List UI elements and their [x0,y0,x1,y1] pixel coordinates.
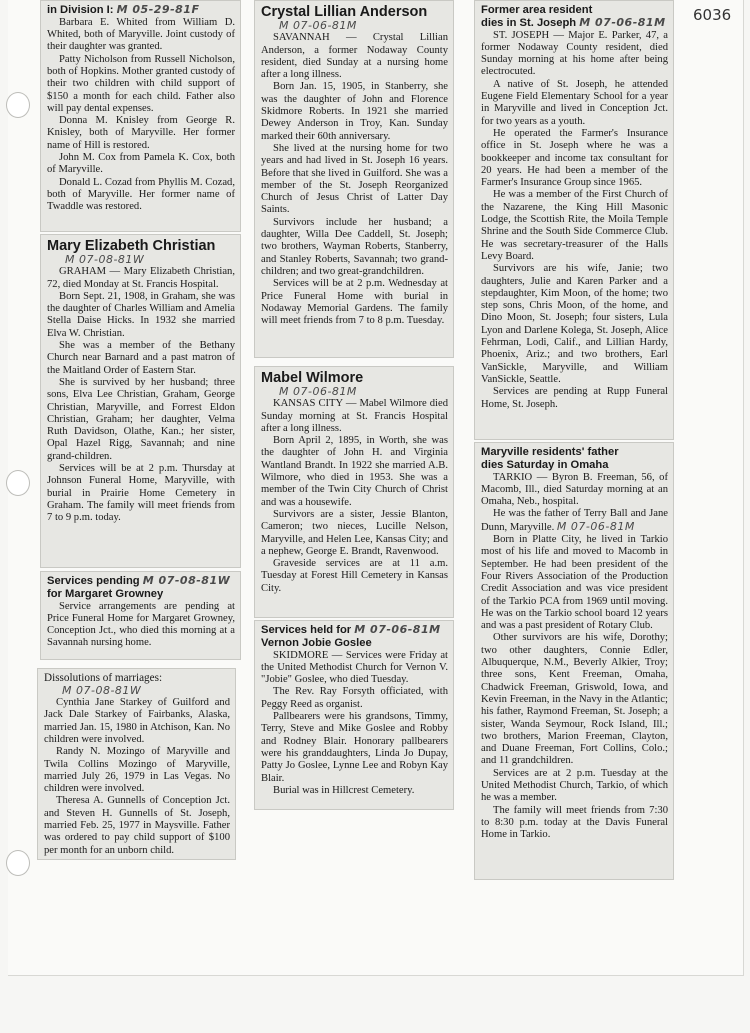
clipping-vernon-goslee [254,620,454,810]
obituary-title-line2: dies Saturday in Omaha [481,458,609,471]
obituary-title: Former area resident [481,4,593,16]
clipping-mabel-wilmore [254,366,454,618]
obituary-title: Crystal Lillian Anderson [261,4,428,20]
clipping-mary-christian [40,234,241,568]
paragraph: She is survived by her husband; three sons, Elva Lee Christian, Graham, George Christian, Maryville, and Forrest Eldon Christian, Graham; her daughter, Velma Ruth Davidson, Olathe, Kan.; her sister, Opal Hazel Rigg, Savannah; and nine grand-children. [47,376,235,462]
paragraph: Service arrangements are pending at Price Funeral Home for Margaret Growney, Conception Jct., who died this morning at a Savannah nursing home. [47,600,235,649]
handwritten-date: M 07-06-81M [556,519,635,533]
obituary-title-line2: for Margaret Growney [47,587,164,600]
paragraph: Donna M. Knisley from George R. Knisley, both of Maryville. Her former name of Hill is restored. [47,115,235,151]
paragraph: Born Sept. 21, 1908, in Graham, she was the daughter of Charles William and Amelia Stella Daise Hicks. In 1932 she married Elva W. Christian. [47,290,235,339]
obituary-title: Services held for M 07-06-81M [261,623,441,636]
paragraph: Services will be at 2 p.m. Wednesday at Price Funeral Home with burial in Nodaway Memorial Gardens. The family will meet friends from 7 to 8 p.m. Tuesday. [261,278,448,327]
clipping-major-parker [474,0,674,440]
paragraph: He operated the Farmer's Insurance office in St. Joseph where he was a bookkeeper and income tax consultant for 20 years. He had been a member of the Farmer's Insurance Group since 1965. [481,127,668,189]
handwritten-date: M 05-29-81F [116,3,200,16]
binder-hole-bottom [6,850,30,876]
obituary-title-line2: dies in St. Joseph M 07-06-81M [481,15,666,29]
paragraph: She was a member of the Bethany Church near Barnard and a past matron of the Maitland Order of Eastern Star. [47,340,235,376]
paragraph: Barbara E. Whited from William D. Whited, both of Maryville. Joint custody of their daughter was granted. [47,16,235,53]
clipping-dissolutions [37,668,236,860]
binder-hole-middle [6,470,30,496]
handwritten-date: M 07-08-81W [65,253,145,266]
handwritten-date: M 07-06-81M [279,19,357,32]
clipping-header: in Division I: M 05-29-81F [47,3,200,16]
paragraph: Services are pending at Rupp Funeral Home, St. Joseph. [481,386,668,410]
paragraph: GRAHAM — Mary Elizabeth Christian, 72, died Monday at St. Francis Hospital. [47,266,235,290]
paragraph: Pallbearers were his grandsons, Timmy, Terry, Steve and Mike Goslee and Robby and Rodney Blair. Honorary pallbearers were his granddaughters, Linda Jo Dupay, Patty Jo Goslee, Lynne Lee and Robyn Kay Blair. [261,711,448,784]
handwritten-date: M 07-06-81M [579,15,666,29]
paragraph: SAVANNAH — Crystal Lillian Anderson, a former Nodaway County resident, died Sunday at a nursing home after a long illness. [261,32,448,81]
paragraph: Services will be at 2 p.m. Thursday at Johnson Funeral Home, Maryville, with burial in Prairie Home Cemetery in Graham. The family will meet friends from 7 to 9 p.m. today. [47,463,235,524]
obituary-title: Services pending M 07-08-81W [47,574,231,587]
paragraph: Survivors include her husband; a daughter, Willa Dee Caddell, St. Joseph; two brothers, Wayman Roberts, Stanberry, and Stanley Roberts, Savannah; two grand-children; and two great-grandchildren. [261,216,448,277]
obituary-title: Maryville residents' father [481,446,619,458]
paragraph: Survivors are his wife, Janie; two daughters, Julie and Karen Parker and a stepdaughter, Kim Moon, of the home; two step sons, Chris Moon, of the home, and Dino Moon, St. Joseph; four sisters, Lula Lyon and Darlene Kolega, St. Joseph, Alice Fehrman, Lodi, Calif., and Lillian Hardy, Phoenix, Ariz.; and two brothers, Earl VanSickle, Maryville, and William VanSickle, Seattle. [481,263,668,385]
paragraph: Randy N. Mozingo of Maryville and Twila Collins Mozingo of Maryville, married July 26, 1979 in Las Vegas. No children were involved. [44,746,230,795]
paragraph: He was a member of the First Church of the Nazarene, the King Hill Masonic Lodge, the Scottish Rite, the Moila Temple Shrine and the South Side Commerce Club. He was secretary-treasurer of the Halls Levy Board. [481,189,668,262]
clipping-divorces [40,0,241,232]
paragraph: John M. Cox from Pamela K. Cox, both of Maryville. [47,152,235,176]
page-reference-number: 6036 [693,6,732,24]
handwritten-date: M 07-06-81M [354,623,441,636]
paragraph: Graveside services are at 11 a.m. Tuesday at Forest Hill Cemetery in Kansas City. [261,558,448,594]
clipping-crystal-anderson [254,0,454,358]
paragraph: She lived at the nursing home for two years and had lived in St. Joseph 16 years. Before that she lived in Guilford. She was a member of the St. Joseph Reorganized Church of Jesus Christ of Latter Day Saints. [261,142,448,216]
paragraph: Born Jan. 15, 1905, in Stanberry, she was the daughter of John and Florence Skidmore Roberts. In 1921 she married Dewey Anderson in Troy, Kan. Sunday marked their 60th anniversary. [261,81,448,142]
paragraph: Survivors are a sister, Jessie Blanton, Cameron; two nieces, Lucille Nelson, Maryville, and Helen Lee, Kansas City; and a nephew, George E. Brandt, Ravenwood. [261,508,448,557]
paragraph: Theresa A. Gunnells of Conception Jct. and Steven H. Gunnells of St. Joseph, married Feb. 25, 1977 in Maysville. Father was ordered to pay child support of $100 per month for an unborn child. [44,795,230,856]
paragraph: Services are at 2 p.m. Tuesday at the United Methodist Church, Tarkio, of which he was a member. [481,767,668,804]
paragraph: Burial was in Hillcrest Cemetery. [273,784,415,796]
obituary-title: Mabel Wilmore [261,370,364,386]
paragraph: Cynthia Jane Starkey of Guilford and Jack Dale Starkey of Fairbanks, Alaska, married Jan. 15, 1980 in Atchison, Kan. No children were involved. [44,697,230,745]
clipping-byron-freeman [474,442,674,880]
paragraph: He was the father of Terry Ball and Jane Dunn, Maryville. M 07-06-81M [481,508,668,533]
paragraph: A native of St. Joseph, he attended Eugene Field Elementary School for a year in Maryville and lived in Conception Jct. for two years as a youth. [481,78,668,127]
obituary-title-line2: Vernon Jobie Goslee [261,636,372,649]
clipping-margaret-growney [40,571,241,660]
paragraph: Born April 2, 1895, in Worth, she was the daughter of John H. and Virginia Wantland Brandt. In 1922 she married A.B. Wilmore, who died in 1953. She was a member of the Twin City Church of Christ and was a housewife. [261,435,448,508]
paragraph: KANSAS CITY — Mabel Wilmore died Sunday morning at St. Francis Hospital after a long illness. [261,398,448,434]
paragraph: TARKIO — Byron B. Freeman, 56, of Macomb, Ill., died Saturday morning at an Omaha, Neb., hospital. [481,471,668,508]
paragraph: Other survivors are his wife, Dorothy; two other daughters, Connie Edler, Albuquerque, N.M., Beverly Alkier, Troy; three sons, Kent Freeman, Omaha, Chadwick Freeman, Griswold, Iowa, and Kevin Freeman, in the Navy in the Atlantic; his father, Raymond Freeman, St. Joseph; a sister, Wanda Seymour, Rock Island, Ill.; two brothers, Marion Freeman, Clayton, and Duane Freeman, Fort Collins, Colo.; and 11 grandchildren. [481,632,668,767]
handwritten-date: M 07-08-81W [62,683,142,697]
paragraph: ST. JOSEPH — Major E. Parker, 47, a former Nodaway County resident, died Sunday morning at his home after being electrocuted. [481,29,668,78]
binder-hole-top [6,92,30,118]
paragraph: Patty Nicholson from Russell Nicholson, both of Hopkins. Mother granted custody of their two children with child support of $150 a month for each child. Father also will pay dental expenses. [47,53,235,114]
clipping-header: Dissolutions of marriages: [44,672,163,684]
paragraph: The family will meet friends from 7:30 to 8:30 p.m. today at the Davis Funeral Home in Tarkio. [481,804,668,841]
paragraph: Donald L. Cozad from Phyllis M. Cozad, both of Maryville. Her former name of Twaddle was restored. [47,176,235,213]
paragraph: SKIDMORE — Services were Friday at the United Methodist Church for Vernon V. "Jobie" Goslee, who died Tuesday. [261,649,448,686]
handwritten-date: M 07-06-81M [279,385,357,398]
obituary-title: Mary Elizabeth Christian [47,238,216,254]
handwritten-date: M 07-08-81W [142,574,231,587]
paragraph: The Rev. Ray Forsyth officiated, with Peggy Reed as organist. [261,686,448,710]
paragraph: Born in Platte City, he lived in Tarkio most of his life and moved to Macomb in September. He had been president of the Four Rivers Association of the Production Credit Association and was vice president of the Tarkio PCA from 1969 until moving. He was on the Tarkio school board 12 years and was a past president of Rotary Club. [481,534,668,632]
